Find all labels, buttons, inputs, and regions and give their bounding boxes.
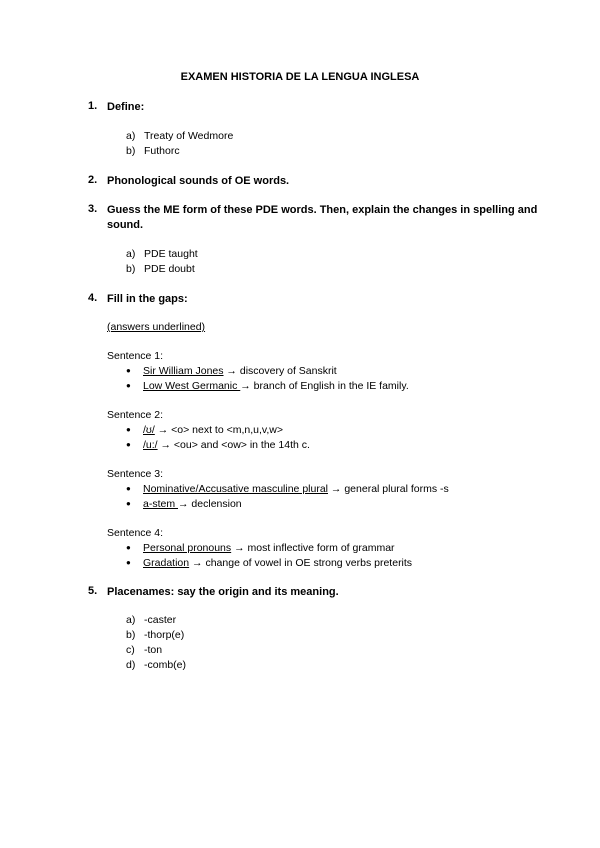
item-letter: a) xyxy=(126,248,136,260)
question-number: 1. xyxy=(88,100,98,112)
bullet-text: → <ou> and <ow> in the 14th c. xyxy=(157,439,310,451)
bullet-item xyxy=(126,542,395,554)
list-item xyxy=(126,263,195,275)
item-letter: a) xyxy=(126,614,136,626)
question-5 xyxy=(88,585,547,600)
bullet-icon: ● xyxy=(126,558,131,567)
item-text: -thorp(e) xyxy=(144,629,185,641)
sentence-label: Sentence 4: xyxy=(107,527,164,539)
question-number: 4. xyxy=(88,292,98,304)
sentence-label: Sentence 3: xyxy=(107,468,164,480)
question-1 xyxy=(88,100,547,115)
bullet-item xyxy=(126,439,310,451)
question-text: Phonological sounds of OE words. xyxy=(107,175,290,187)
bullet-item xyxy=(126,424,283,436)
item-letter: d) xyxy=(126,659,136,671)
bullet-item xyxy=(126,365,337,377)
answer-text: Nominative/Accusative masculine plural xyxy=(143,483,328,495)
question-number: 2. xyxy=(88,174,98,186)
bullet-icon: ● xyxy=(126,366,131,375)
bullet-item xyxy=(126,483,449,495)
item-letter: b) xyxy=(126,145,136,157)
item-letter: b) xyxy=(126,263,136,275)
answer-text: a-stem xyxy=(143,498,179,510)
item-text: Futhorc xyxy=(144,145,180,157)
bullet-text: → general plural forms -s xyxy=(328,483,449,495)
answer-text: /ʊ/ xyxy=(143,424,155,436)
answer-text: Gradation xyxy=(143,557,190,569)
bullet-item xyxy=(126,380,409,392)
answers-note: (answers underlined) xyxy=(107,321,206,333)
answer-text: /u:/ xyxy=(143,439,158,451)
page-title: EXAMEN HISTORIA DE LA LENGUA INGLESA xyxy=(180,71,420,83)
answer-text: Personal pronouns xyxy=(143,542,232,554)
question-4 xyxy=(88,292,547,307)
bullet-text: → branch of English in the IE family. xyxy=(240,380,409,392)
bullet-icon: ● xyxy=(126,440,131,449)
question-2 xyxy=(88,174,547,189)
list-item xyxy=(126,629,184,641)
bullet-icon: ● xyxy=(126,425,131,434)
sentence-label: Sentence 2: xyxy=(107,409,164,421)
item-text: -caster xyxy=(144,614,177,626)
bullet-text: → most inflective form of grammar xyxy=(231,542,395,554)
item-letter: c) xyxy=(126,644,135,656)
question-number: 5. xyxy=(88,585,98,597)
bullet-item xyxy=(126,557,412,569)
item-text: -ton xyxy=(144,644,163,656)
bullet-text: → discovery of Sanskrit xyxy=(223,365,337,377)
bullet-text: → <o> next to <m,n,u,v,w> xyxy=(154,424,284,436)
bullet-text: → declension xyxy=(178,498,242,510)
item-text: Treaty of Wedmore xyxy=(144,130,234,142)
item-letter: b) xyxy=(126,629,136,641)
list-item xyxy=(126,659,186,671)
bullet-item xyxy=(126,498,242,510)
answer-text: Low West Germanic xyxy=(143,380,241,392)
answer-text: Sir William Jones xyxy=(143,365,224,377)
item-letter: a) xyxy=(126,130,136,142)
list-item xyxy=(126,248,198,260)
bullet-icon: ● xyxy=(126,381,131,390)
question-text: Placenames: say the origin and its meaning. xyxy=(107,586,339,598)
bullet-icon: ● xyxy=(126,484,131,493)
sentence-label: Sentence 1: xyxy=(107,350,164,362)
list-item xyxy=(126,130,233,142)
list-item xyxy=(126,644,162,656)
bullet-icon: ● xyxy=(126,499,131,508)
list-item xyxy=(126,145,180,157)
question-3 xyxy=(88,203,547,233)
question-text: Fill in the gaps: xyxy=(107,293,188,305)
question-text: Define: xyxy=(107,101,145,113)
question-number: 3. xyxy=(88,203,98,215)
item-text: -comb(e) xyxy=(144,659,187,671)
question-text: Guess the ME form of these PDE words. Then, explain the changes in spelling and sound. xyxy=(107,204,538,231)
bullet-text: → change of vowel in OE strong verbs preterits xyxy=(189,557,413,569)
bullet-icon: ● xyxy=(126,543,131,552)
item-text: PDE taught xyxy=(144,248,198,260)
list-item xyxy=(126,614,176,626)
item-text: PDE doubt xyxy=(144,263,195,275)
